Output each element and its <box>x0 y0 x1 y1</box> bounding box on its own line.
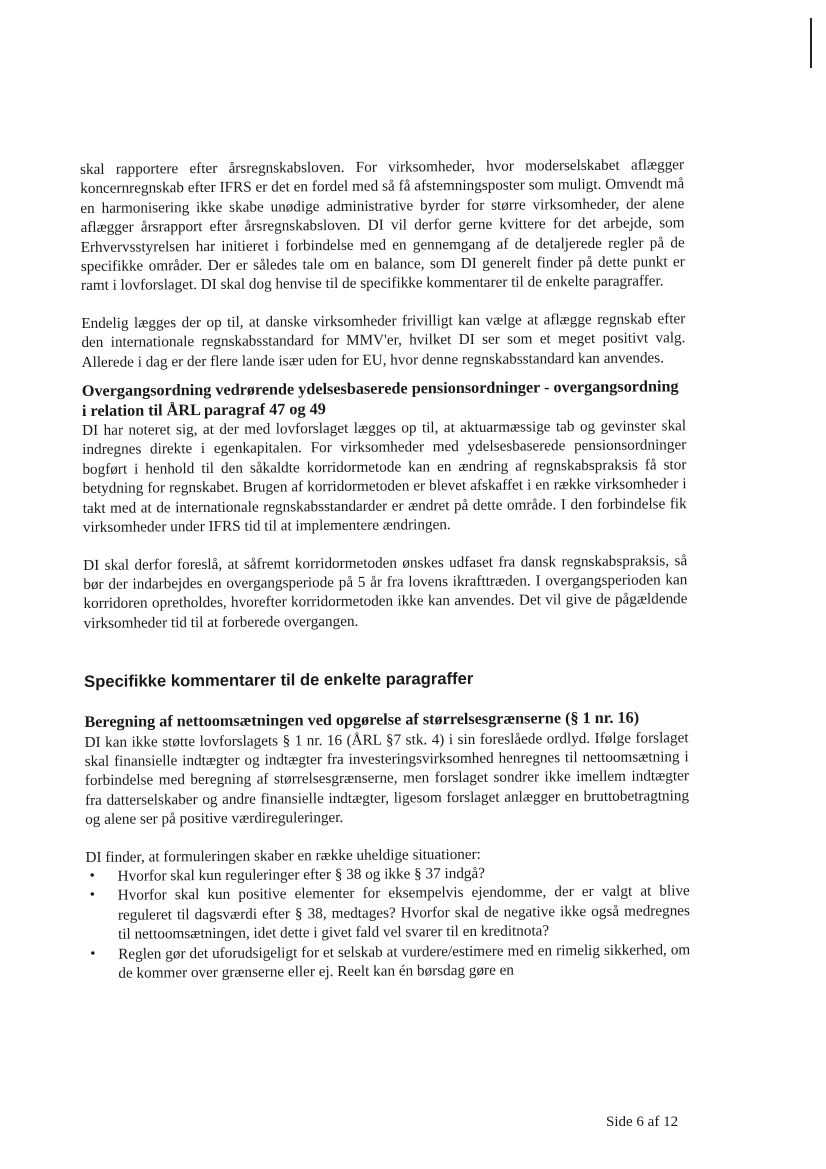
turnover-subsection-heading: Beregning af nettoomsætningen ved opgørelse af størrelsesgrænserne (§ 1 nr. 16) <box>84 708 640 732</box>
intro-paragraph-1: skal rapportere efter årsregnskabsloven. For virksomheder, hvor moderselskabet aflægger koncernregnskab efter IFRS er det en fordel med så få afstemningsposter som muligt. Omvendt må en harmonisering ikke skabe unødige administrative byrder for større virksomheder, der alene aflægger årsrapport efter årsregnskabsloven. DI vil derfor gerne kvittere for det arbejde, som Erhvervsstyrelsen har initieret i forbindelse med en gennemgang af de detaljerede regler på de specifikke områder. Der er således tale om en balance, som DI generelt finder på dette punkt er ramt i lovforslaget. DI skal dog henvise til de specifikke kommentarer til de enkelte paragraffer. <box>80 156 685 295</box>
bullet-icon: • <box>89 887 96 904</box>
pension-section-heading: Overgangsordning vedrørende ydelsesbaserede pensionsordninger - overgangsordning i relation til ÅRL paragraf 47 og 49 <box>81 377 679 420</box>
pension-paragraph-2: DI skal derfor foreslå, at såfremt korridormetoden ønskes udfaset fra dansk regnskabspraksis, så bør der indarbejdes en overgangsperiode på 5 år fra lovens ikrafttræden. I overgangsperioden kan korridoren opretholdes, hvorefter korridormetoden ikke kan anvendes. Det vil give de pågældende virksomheder tid til at forberede overgangen. <box>83 551 688 632</box>
list-item-text: Hvorfor skal kun positive elementer for eksempelvis ejendomme, der er valgt at blive reguleret til dagsværdi efter § 38, medtages? Hvorfor skal de negative ikke også medregnes til nettoomsætningen, idet dette i givet fald vel svarer til en kreditnota? <box>117 882 690 944</box>
list-item <box>86 940 690 984</box>
pension-paragraph-1: DI har noteret sig, at der med lovforslaget lægges op til, at aktuarmæssige tab og gevinster skal indregnes direkte i egenkapitalen. For virksomheder med ydelsesbaserede pensionsordninger bogført i henhold til den såkaldte korridormetode kan en ændring af regnskabspraksis få stor betydning for regnskabet. Brugen af korridormetoden er blevet afskaffet i en række virksomheder i takt med at de internationale regnskabsstandarder er ændret på dette område. I den forbindelse fik virksomheder under IFRS tid til at implementere ændringen. <box>82 417 687 537</box>
page-number: Side 6 af 12 <box>606 1114 679 1130</box>
turnover-paragraph: DI kan ikke støtte lovforslagets § 1 nr. 16 (ÅRL §7 stk. 4) i sin foreslåede ordlyd. Ifølge forslaget skal finansielle indtægter og indtægter fra investeringsvirksomhed henregnes til nettoomsætning i forbindelse med beregning af størrelsesgrænserne, men forslaget sondrer ikke imellem indtægter fra datterselskaber og andre finansielle indtægter, ligesom forslaget anlægger en bruttobetragtning og alene ser på positive værdireguleringer. <box>84 728 690 829</box>
intro-paragraph-2: Endelig lægges der op til, at danske virksomheder frivilligt kan vælge at aflægge regnskab efter den internationale regnskabsstandard for MMV'er, hvilket DI ser som et meget positivt valg. Allerede i dag er der flere lande især uden for EU, hvor denne regnskabsstandard kan anvendes. <box>81 310 686 371</box>
issues-list <box>86 862 691 983</box>
list-intro: DI finder, at formuleringen skaber en række uheldige situationer: <box>85 845 481 866</box>
list-item-text: Hvorfor skal kun reguleringer efter § 38 og ikke § 37 indgå? <box>117 864 486 885</box>
bullet-icon: • <box>90 945 96 962</box>
page-edge-mark <box>810 18 812 68</box>
list-item-text: Reglen gør det uforudsigeligt for et selskab at vurdere/estimere med en rimelig sikkerhed, om de kommer over grænserne eller ej. Reelt kan én børsdag gøre en <box>118 940 691 982</box>
list-item <box>86 882 690 945</box>
document-body <box>80 155 690 983</box>
bullet-icon: • <box>89 867 95 885</box>
specific-section-heading: Specifikke kommentarer til de enkelte paragraffer <box>84 669 474 692</box>
